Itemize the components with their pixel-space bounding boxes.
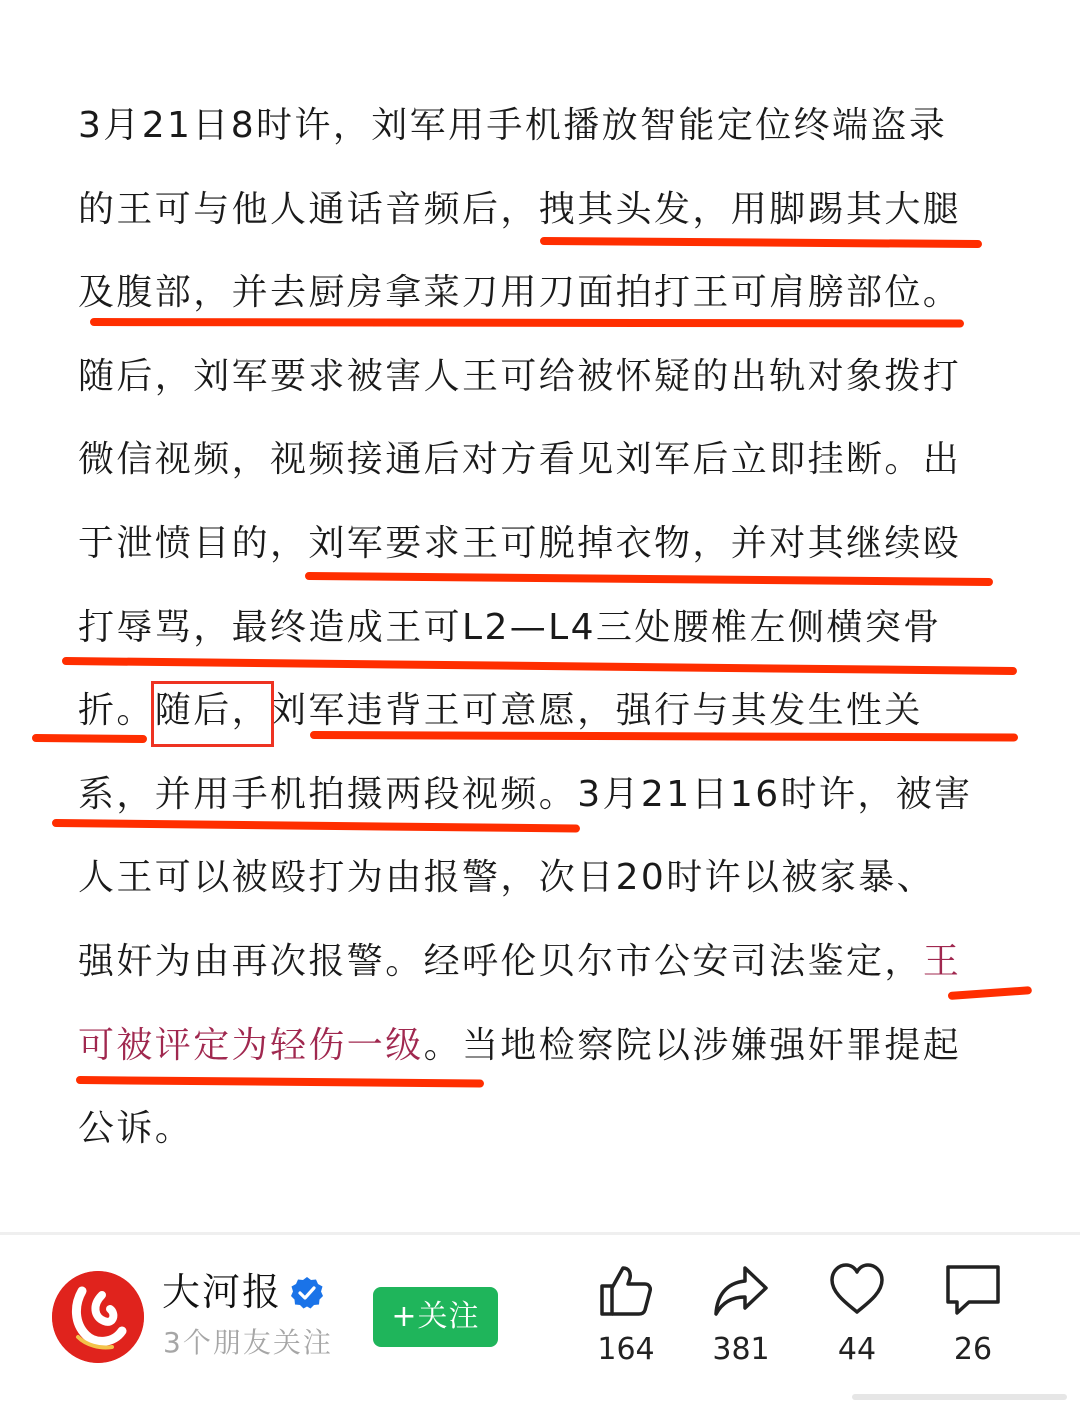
article-line: 微信视频，视频接通后对方看见刘军后立即挂断。出 bbox=[78, 439, 962, 480]
article-line bbox=[78, 1004, 1008, 1088]
annotation-underline bbox=[90, 318, 964, 328]
avatar[interactable] bbox=[52, 1271, 144, 1363]
thumbs-up-icon bbox=[596, 1260, 656, 1320]
comment-button[interactable] bbox=[918, 1260, 1028, 1380]
article-line: 于泄愤目的，刘军要求王可脱掉衣物，并对其继续殴 bbox=[78, 523, 962, 564]
article-line: 折。随后，刘军违背王可意愿，强行与其发生性关 bbox=[78, 690, 923, 731]
article-line: 的王可与他人通话音频后，拽其头发，用脚踢其大腿 bbox=[78, 189, 962, 230]
verified-badge-icon bbox=[290, 1276, 324, 1310]
article-line: 公诉。 bbox=[78, 1108, 194, 1149]
annotation-underline bbox=[32, 734, 147, 743]
article-line: 人王可以被殴打为由报警，次日20时许以被家暴、 bbox=[78, 857, 936, 898]
article-line: 随后，刘军要求被害人王可给被怀疑的出轨对象拨打 bbox=[78, 356, 962, 397]
like-count: 164 bbox=[597, 1332, 655, 1367]
like-button[interactable] bbox=[571, 1260, 681, 1380]
comment-icon bbox=[943, 1260, 1003, 1320]
comment-count: 26 bbox=[953, 1332, 993, 1367]
share-button[interactable] bbox=[686, 1260, 796, 1380]
favorite-count: 44 bbox=[837, 1332, 877, 1367]
share-icon bbox=[711, 1260, 771, 1320]
heart-icon bbox=[827, 1260, 887, 1320]
follow-button[interactable]: +关注 bbox=[373, 1287, 498, 1347]
favorite-button[interactable] bbox=[802, 1260, 912, 1380]
annotation-box bbox=[151, 681, 274, 747]
highlighted-text: 可被评定为轻伤一级 bbox=[78, 1025, 424, 1066]
line-text: 强奸为由再次报警。经呼伦贝尔市公安司法鉴定， bbox=[78, 941, 923, 982]
line-text: 。当地检察院以涉嫌强奸罪提起 bbox=[423, 1025, 962, 1066]
article-line: 打辱骂，最终造成王可L2—L4三处腰椎左侧横突骨 bbox=[78, 607, 942, 648]
article-line: 3月21日8时许，刘军用手机播放智能定位终端盗录 bbox=[78, 105, 948, 146]
article-line: 系，并用手机拍摄两段视频。3月21日16时许，被害 bbox=[78, 774, 973, 815]
home-indicator bbox=[852, 1394, 1067, 1400]
highlighted-text: 王 bbox=[922, 941, 962, 982]
article-line: 及腹部，并去厨房拿菜刀用刀面拍打王可肩膀部位。 bbox=[78, 272, 962, 313]
newspaper-logo-icon bbox=[52, 1271, 144, 1363]
followers-subtitle: 3个朋友关注 bbox=[163, 1326, 333, 1359]
share-count: 381 bbox=[712, 1332, 770, 1367]
article-line bbox=[78, 920, 1008, 1004]
account-name[interactable]: 大河报 bbox=[162, 1270, 283, 1314]
